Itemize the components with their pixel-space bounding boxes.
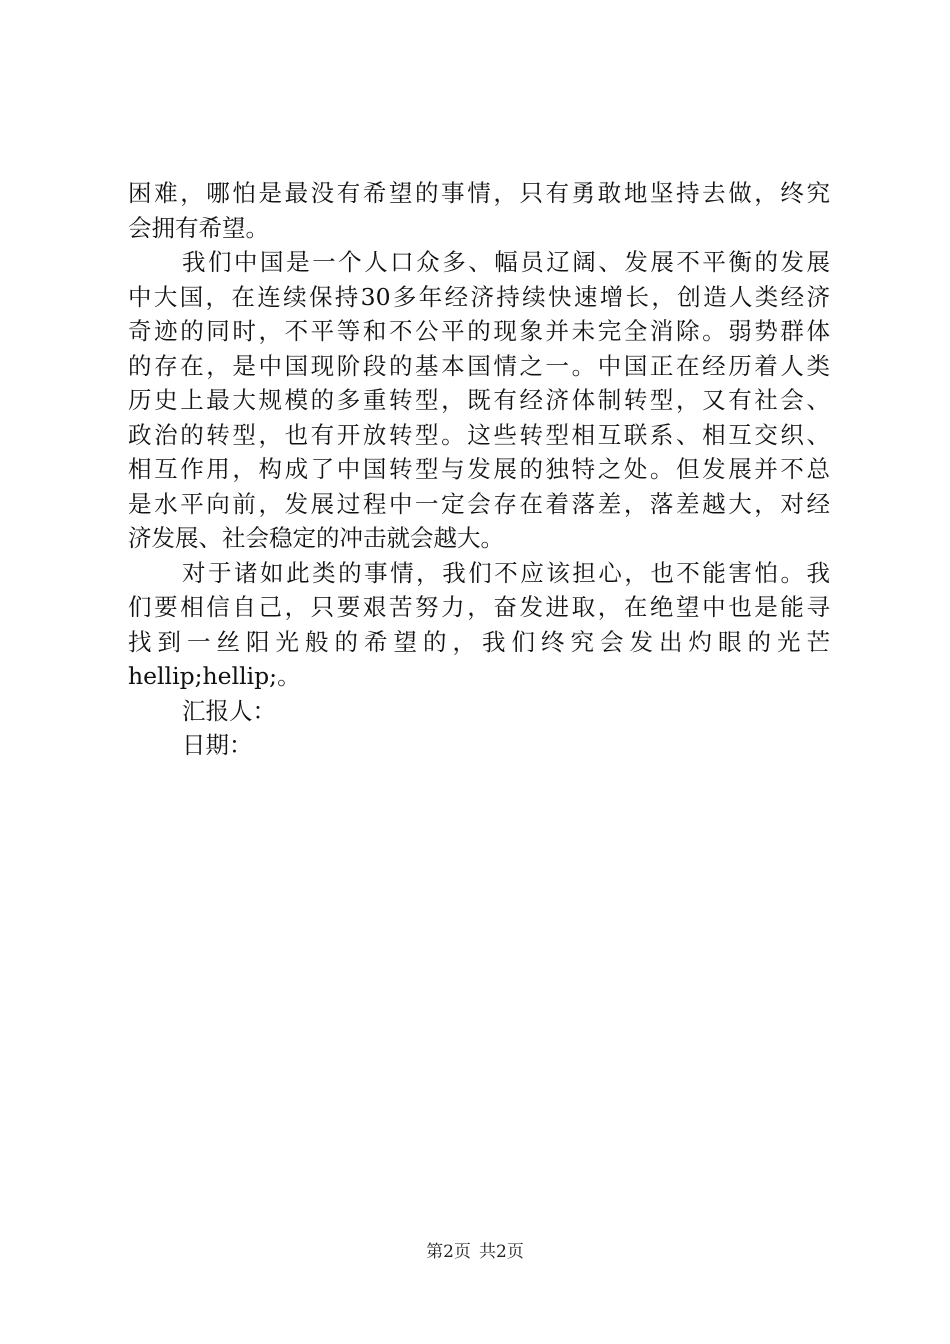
paragraph-2: [128, 245, 830, 556]
text-line: 的存在，是中国现阶段的基本国情之一。中国正在经历着人类: [128, 351, 830, 380]
text-line: 对于诸如此类的事情，我们不应该担心，也不能害怕。我: [182, 558, 830, 587]
reporter-label: 汇报人：: [182, 696, 276, 725]
text-line: 济发展、社会稳定的冲击就会越大。: [128, 524, 504, 552]
page-footer: [0, 1240, 950, 1264]
text-line: hellip;hellip;。: [128, 662, 301, 690]
text-line: 找到一丝阳光般的希望的，我们终究会发出灼眼的光芒: [128, 627, 830, 656]
paragraph-1: [128, 176, 830, 245]
text-line: 们要相信自己，只要艰苦努力，奋发进取，在绝望中也是能寻: [128, 593, 830, 621]
text-line: 政治的转型，也有开放转型。这些转型相互联系、相互交织、: [128, 420, 830, 449]
page-number-current: 第2页: [426, 1242, 471, 1262]
text-line: 困难，哪怕是最没有希望的事情，只有勇敢地坚持去做，终究: [128, 179, 830, 207]
text-line: 会拥有希望。: [128, 213, 269, 242]
text-line: 我们中国是一个人口众多、幅员辽阔、发展不平衡的发展: [182, 248, 830, 276]
text-line: 奇迹的同时，不平等和不公平的现象并未完全消除。弱势群体: [128, 317, 830, 345]
paragraph-3: [128, 556, 830, 694]
text-line: 中大国，在连续保持30多年经济持续快速增长，创造人类经济: [128, 282, 830, 311]
document-body: [128, 176, 830, 763]
text-line: 历史上最大规模的多重转型，既有经济体制转型，又有社会、: [128, 386, 830, 414]
text-line: 是水平向前，发展过程中一定会存在着落差，落差越大，对经: [128, 489, 830, 518]
date-label: 日期：: [182, 731, 253, 759]
text-line: 相互作用，构成了中国转型与发展的独特之处。但发展并不总: [128, 455, 830, 483]
page-number-total: 共2页: [479, 1242, 524, 1262]
